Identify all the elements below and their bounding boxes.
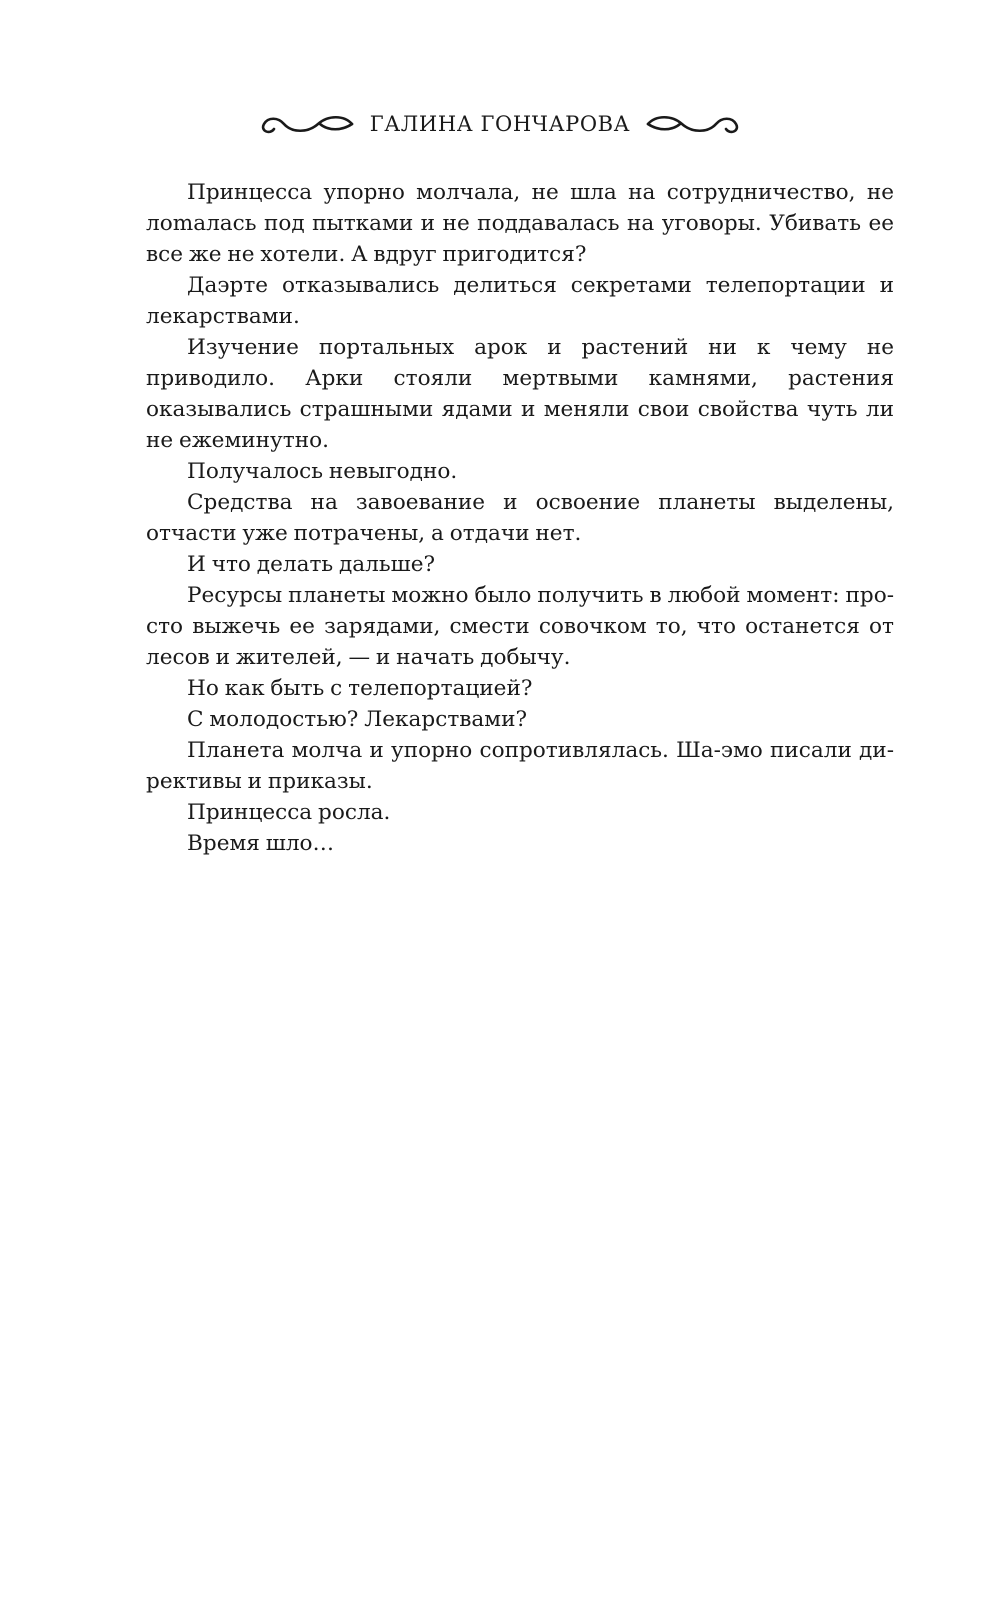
paragraph: Ресурсы планеты можно было получить в любой момент: просто выжечь ее зарядами, смести совочком то, что останется от лесов и жителей, — и начать добычу.	[146, 583, 894, 670]
paragraph: Средства на завоевание и освоение планеты выделены, отчасти уже потрачены, а отдачи нет.	[146, 490, 894, 546]
paragraph: Время шло…	[187, 831, 335, 856]
author-name: ГАЛИНА ГОНЧАРОВА	[369, 111, 631, 136]
flourish-right-icon	[644, 107, 744, 141]
body-text	[146, 177, 894, 859]
flourish-left-icon	[256, 107, 356, 141]
paragraph: Получалось невыгодно.	[187, 459, 458, 484]
paragraph: Даэрте отказывались делиться секретами телепортации и лекарствами.	[146, 273, 894, 329]
paragraph: С молодостью? Лекарствами?	[187, 707, 528, 732]
paragraph: Принцесса росла.	[187, 800, 391, 825]
paragraph: Изучение портальных арок и растений ни к чему не приводило. Арки стояли мертвыми камнями, растения оказывались страшными ядами и меняли свои свойства чуть ли не ежеминутно.	[146, 335, 894, 453]
running-header	[0, 104, 1000, 144]
paragraph: Планета молча и упорно сопротивлялась. Ша-эмо писали директивы и приказы.	[146, 738, 894, 794]
paragraph: И что делать дальше?	[187, 552, 436, 577]
paragraph: Принцесса упорно молчала, не шла на сотрудничество, не лоmалась под пытками и не поддавалась на уговоры. Убивать ее все же не хотели. А вдруг пригодится?	[146, 180, 894, 267]
paragraph: Но как быть с телепортацией?	[187, 676, 533, 701]
